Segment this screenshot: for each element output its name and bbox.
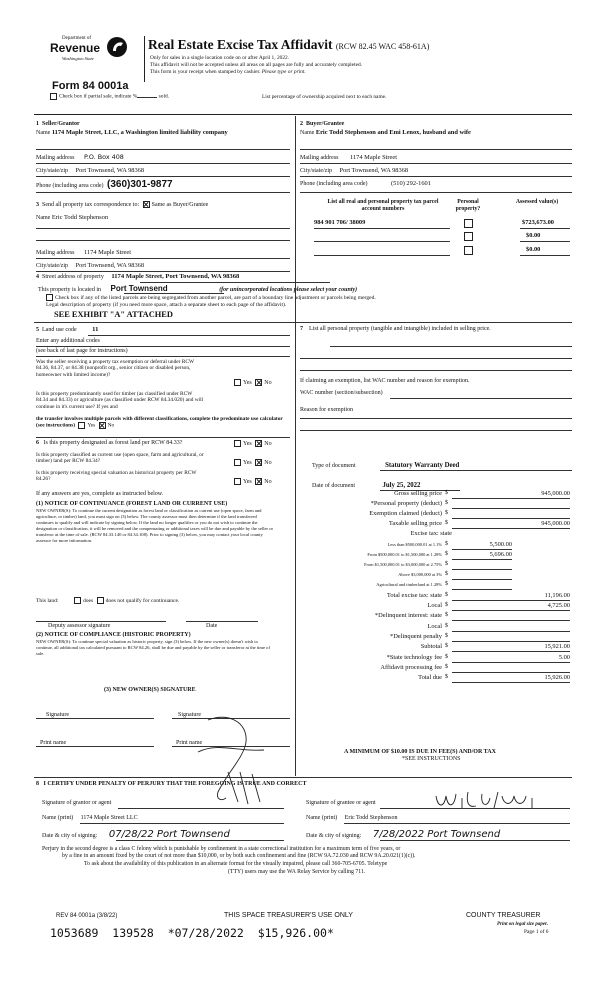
seller-name-row [36, 129, 290, 137]
no-checkbox[interactable] [255, 440, 262, 447]
dollar-sign: $ [445, 520, 448, 526]
dollar-sign: $ [445, 612, 448, 618]
tax-row-value[interactable]: 15,921.00 [452, 643, 570, 652]
new-owner-signature-title: (3) NEW OWNER(S) SIGNATURE [104, 687, 196, 693]
revenue-logo-icon [106, 36, 128, 58]
form-number: Form 84 0001a [52, 80, 129, 92]
notice-line-1: Only for sales in a single location code on or after April 1, 2022. [150, 55, 290, 61]
tax-row-value[interactable] [452, 510, 570, 519]
legal-paper-note: Print on legal size paper. [497, 922, 548, 927]
segregated-checkbox[interactable] [46, 294, 53, 301]
tax-row [300, 602, 572, 612]
located-row: This property is located in Port Townsend (for unincorporated locations please select your county) [38, 284, 358, 293]
partial-label-a: Check box if partial sale, indicate % [59, 93, 138, 100]
tax-row [300, 664, 572, 674]
revision-label: REV 84 0001a (3/8/22) [56, 913, 118, 919]
tax-row-label: Agricultural and timberland at 1.28% [376, 582, 442, 587]
tax-row-label: Excise tax: state [410, 530, 452, 537]
form-title-text: Real Estate Excise Tax Affidavit [148, 37, 333, 52]
tax-row [300, 643, 572, 653]
seller-mailing-value[interactable]: P.O. Box 408 [84, 153, 124, 161]
county-treasurer-label: COUNTY TREASURER [466, 912, 541, 919]
seller-phone-value[interactable]: (360)301-9877 [106, 179, 173, 190]
see-back-label: (see back of last page for instructions) [36, 348, 128, 354]
buyer-name-row: Name Eric Todd Stephenson and Emi Lenox, husband and wife [300, 129, 471, 137]
tax-row-value[interactable]: 5,500.00 [452, 541, 512, 550]
land-use-value[interactable]: 11 [92, 326, 99, 333]
continuance-title: (1) NOTICE OF CONTINUANCE (FOREST LAND OR CURRENT USE) [36, 501, 228, 507]
compliance-body: NEW OWNER(S): To continue special valuation as historic property, sign (3) below. If the new owner(s) doesn't wish to continue, all additional tax calculated pursuant to RCW 84.26, shall be due and payable by the seller or transferor at the time of sale. [36, 639, 270, 657]
tax-row-value[interactable] [452, 561, 512, 570]
dollar-sign: $ [445, 561, 448, 567]
tax-row [300, 571, 572, 581]
additional-codes-label: Enter any additional codes [36, 338, 100, 344]
notice-line-3 [150, 69, 306, 75]
forest-question: 6 Is this property designated as forest land per RCW 84.33? [36, 440, 183, 446]
if-yes-note: If any answers are yes, complete as instructed below. [36, 491, 164, 497]
tax-row-label: *Delinquent penalty [390, 633, 442, 640]
grantor-signature [168, 712, 288, 812]
notice-line-2: This affidavit will not be accepted unless all areas on all pages are fully and accurately completed. [150, 62, 362, 68]
partial-sale-row [48, 93, 169, 100]
personal-property-checkbox[interactable] [464, 246, 473, 255]
claim-exemption-label: If claiming an exemption, list WAC number and reason for exemption. [300, 378, 470, 384]
print-name-label: Print name [40, 740, 67, 746]
wa-state-label: Washington State [62, 56, 94, 61]
reason-exemption-label: Reason for exemption [300, 407, 353, 413]
grantee-name-value[interactable]: Eric Todd Stephenson [344, 815, 398, 821]
tax-row-label: *Delinquent interest: state [374, 612, 442, 619]
tax-row-value[interactable]: 15,926.00 [452, 674, 570, 683]
assessed-value[interactable]: $723,673.00 [522, 219, 554, 226]
dollar-sign: $ [445, 510, 448, 516]
buyer-section [300, 121, 572, 137]
yes-checkbox[interactable] [234, 379, 241, 386]
treasurer-use-label: THIS SPACE TREASURER'S USE ONLY [224, 912, 353, 919]
does-checkbox[interactable] [74, 597, 81, 604]
parcel-row [300, 246, 572, 258]
yes-checkbox[interactable] [234, 459, 241, 466]
tax-row-value[interactable]: 11,196.00 [452, 592, 570, 601]
no-checkbox[interactable] [255, 459, 262, 466]
dollar-sign: $ [445, 581, 448, 587]
personal-property-label: 7 List all personal property (tangible and intangible) included in selling price. [300, 326, 491, 332]
current-use-answer: Yes No [232, 459, 272, 467]
grantee-date-row: Date & city of signing: 7/28/2022 Port Townsend [306, 829, 501, 840]
assessed-value[interactable]: $0.00 [526, 246, 541, 253]
grantor-signature-label: Signature of grantor or agent [42, 800, 112, 806]
street-address-row: 4 Street address of property 1174 Maple Street, Port Townsend, WA 98368 [36, 273, 240, 280]
tax-row [300, 561, 572, 571]
this-land-row: This land: does does not qualify for continuance. [36, 597, 180, 604]
located-value[interactable]: Port Townsend [110, 284, 168, 293]
tax-row-value[interactable] [452, 571, 512, 580]
tax-row-label: Above $3,000,000 at 3% [398, 572, 442, 577]
dor-logo [50, 36, 130, 70]
tax-row-value[interactable] [452, 623, 570, 632]
section3-city-value[interactable]: Port Townsend, WA 98368 [75, 262, 145, 269]
tax-row-label: From $1,500,000.01 to $3,000,000 at 2.75% [364, 562, 442, 567]
parcel-list-header: List all real and personal property tax parcel account numbers [327, 199, 439, 212]
tax-row-value[interactable]: 945,000.00 [452, 520, 570, 529]
dollar-sign: $ [445, 602, 448, 608]
perjury-line-1: Perjury in the second degree is a class C felony which is punishable by confinement in a state correctional institution for a maximum term of five years, or [42, 846, 401, 852]
section3-name-row: Name Eric Todd Stephenson [36, 214, 109, 221]
tax-row-value[interactable]: 5.00 [452, 654, 570, 663]
dollar-sign: $ [445, 643, 448, 649]
dollar-sign: $ [445, 490, 448, 496]
seller-phone-row: Phone (including area code) (360)301-9877 [36, 179, 173, 190]
assessed-value[interactable]: $0.00 [526, 232, 541, 239]
seller-mailing-row: Mailing address P.O. Box 408 [36, 153, 124, 161]
no-checkbox[interactable] [255, 379, 262, 386]
grantor-name-row: Name (print) 1174 Maple Street LLC [42, 815, 138, 821]
owner-signature-label: Signature [46, 712, 69, 718]
tax-row [300, 551, 572, 561]
section3-name-value[interactable]: Eric Todd Stephenson [51, 214, 109, 221]
no-checkbox[interactable] [255, 478, 262, 485]
tax-row [300, 581, 572, 591]
tax-row-label: Gross selling price [394, 490, 442, 497]
same-as-buyer-checkbox[interactable] [143, 201, 150, 208]
seller-section [36, 121, 290, 137]
section3-heading: 3 Send all property tax correspondence to: Same as Buyer/Grantee [36, 201, 209, 208]
buyer-phone-value[interactable]: (510) 292-1601 [390, 180, 431, 187]
parcel-row [300, 232, 572, 244]
grantee-date-value[interactable]: 7/28/2022 Port Townsend [372, 829, 501, 840]
street-address-value[interactable]: 1174 Maple Street, Port Townsend, WA 98368 [111, 273, 240, 280]
tax-row-label: Taxable selling price [388, 520, 442, 527]
tax-row [300, 674, 572, 684]
tax-row [300, 530, 572, 540]
yes-checkbox[interactable] [78, 422, 85, 429]
section3-mailing-value[interactable]: 1174 Maple Street [84, 249, 131, 256]
dollar-sign: $ [445, 592, 448, 598]
exemption-question: Was the seller receiving a property tax exemption or deferral under RCW 84.36, 84.37, or 84.38 (nonprofit org., senior citizen or disabled person, homeowner with limited income)? [36, 359, 194, 378]
tax-row [300, 623, 572, 633]
compliance-title: (2) NOTICE OF COMPLIANCE (HISTORIC PROPERTY) [36, 632, 191, 638]
owner-signature-label: Signature [178, 712, 201, 718]
seller-city-row: City/state/zip Port Townsend, WA 98368 [36, 167, 145, 174]
buyer-city-value[interactable]: Port Townsend, WA 98368 [339, 167, 409, 174]
tax-row-label: Local [427, 623, 442, 630]
dollar-sign: $ [445, 571, 448, 577]
grantor-date-row: Date & city of signing: 07/28/22 Port Townsend [42, 829, 230, 840]
document-type-value[interactable]: Statutory Warranty Deed [385, 462, 460, 469]
dept-of-label: Department of [62, 36, 92, 41]
tax-row-value[interactable] [452, 664, 570, 673]
historic-question: Is this property receiving special valuation as historical property per RCW 84.26? [36, 470, 197, 483]
perjury-line-2: by a fine in an amount fixed by the court of not more than $10,000, or by both such confinement and fine (RCW 9A.72.030 and RCW 9A.20.021(1)(c)). [62, 853, 416, 859]
page-number: Page 1 of 6 [524, 929, 549, 935]
yes-checkbox[interactable] [234, 440, 241, 447]
section3-mailing-row: Mailing address 1174 Maple Street [36, 249, 131, 256]
tax-row [300, 592, 572, 602]
print-name-label: Print name [176, 740, 203, 746]
continuance-body: NEW OWNER(S): To continue the current designation as forest land or classification as current use (open space, farm and agriculture, or timber) land, you must sign on (3) below. The county assessor must then determine if the land transferred continues to qualify and will indicate by signing below. If the land no longer qualifies or you do not wish to continue the designation or classification, it will be removed and the compensating or additional taxes will be due and payable by the seller or transferor at the time of sale. (RCW 84.33.140 or 84.34.108). Prior to signing (3) below, you may contact your local county assessor for more information. [36, 508, 274, 544]
grantee-signature-label: Signature of grantee or agent [306, 800, 376, 806]
tax-row-label: Affidavit processing fee [380, 664, 442, 671]
yes-checkbox[interactable] [234, 478, 241, 485]
tax-row-label: *Personal property (deduct) [370, 500, 442, 507]
dollar-sign: $ [445, 633, 448, 639]
no-checkbox[interactable] [99, 422, 106, 429]
personal-property-header: Personal property? [455, 199, 481, 212]
legal-description-label: Legal description of property (if you need more space, attach a separate sheet to each page of the affidavit). [46, 302, 287, 308]
segregated-row: Check box if any of the listed parcels are being segregated from another parcel, are part of a boundary line adjustment or parcels being merged. [44, 294, 376, 301]
grantee-signature [432, 788, 552, 812]
tax-row-value[interactable] [452, 612, 570, 621]
seller-heading: 1 Seller/Grantor [36, 121, 80, 127]
seller-city-value[interactable]: Port Townsend, WA 98368 [75, 167, 145, 174]
forest-answer: Yes No [232, 440, 272, 448]
does-not-checkbox[interactable] [97, 597, 104, 604]
deputy-date-label: Date [206, 623, 218, 629]
tax-row-value[interactable] [452, 633, 570, 642]
section3-city-row: City/state/zip Port Townsend, WA 98368 [36, 262, 145, 269]
seller-name-label: Name [36, 130, 51, 137]
tax-row-value[interactable] [452, 581, 512, 590]
perjury-line-4: (TTY) users may use the WA Relay Service by calling 711. [228, 869, 366, 875]
buyer-name-value[interactable]: Eric Todd Stephenson and Emi Lenox, husband and wife [315, 129, 471, 137]
tax-row [300, 633, 572, 643]
tax-row [300, 490, 572, 500]
tax-row-label: Less than $500,000.01 at 1.1% [387, 542, 442, 547]
historic-answer: Yes No [232, 478, 272, 486]
dollar-sign: $ [445, 551, 448, 557]
timber-question: Is this property predominantly used for timber (as classified under RCW 84.34 and 84.33) or agriculture (as classified under RCW 84.34.020) and will continue in it's current use? If yes and [36, 391, 204, 410]
perjury-line-3: To ask about the availability of this publication in an alternate format for the visually impaired, please call 360-705-6705. Teletype [84, 861, 388, 867]
tax-row-value[interactable]: 5,696.00 [452, 551, 512, 560]
see-instructions-note: *SEE INSTRUCTIONS [402, 756, 461, 762]
notice-3-text: This form is your receipt when stamped by cashier. [150, 69, 261, 75]
buyer-phone-row: Phone (including area code) (510) 292-1601 [300, 180, 431, 187]
legal-description-value[interactable]: SEE EXHIBIT "A" ATTACHED [54, 310, 173, 319]
certify-statement: 8 I CERTIFY UNDER PENALTY OF PERJURY THAT THE FOREGOING IS TRUE AND CORRECT [36, 781, 307, 787]
exemption-answer: Yes No [232, 379, 272, 387]
partial-list-note: List percentage of ownership acquired next to each name. [262, 94, 387, 100]
dollar-sign: $ [445, 664, 448, 670]
parcel-number[interactable]: 984 901 706/ 38009 [314, 219, 366, 226]
minimum-fee-note: A MINIMUM OF $10.00 IS DUE IN FEE(S) AND/OR TAX [344, 749, 496, 755]
notice-3-italic: Please type or print. [261, 69, 306, 75]
document-date-value[interactable]: July 25, 2022 [382, 482, 421, 489]
grantor-date-value[interactable]: 07/28/22 Port Townsend [108, 829, 230, 840]
personal-property-checkbox[interactable] [464, 232, 473, 241]
tax-row-label: *State technology fee [386, 654, 442, 661]
tax-row-label: From $500,000.01 to $1,500,000 at 1.28% [367, 552, 442, 557]
tax-row [300, 654, 572, 664]
grantor-name-value[interactable]: 1174 Maple Street LLC [80, 815, 138, 821]
buyer-mailing-row: Mailing address 1174 Maple Street [300, 154, 397, 161]
timber-question-b: the transfer involves multiple parcels with different classifications, complete the predominate use calculator (see instructions) Yes No [36, 416, 283, 430]
tax-row-label: Exemption claimed (deduct) [369, 510, 442, 517]
tax-row [300, 500, 572, 510]
tax-row-label: Total excise tax: state [386, 592, 442, 599]
tax-row [300, 520, 572, 530]
dollar-sign: $ [445, 623, 448, 629]
wac-number-label: WAC number (section/subsection) [300, 390, 383, 396]
tax-row [300, 612, 572, 622]
parcel-row [300, 219, 572, 231]
buyer-mailing-value[interactable]: 1174 Maple Street [350, 154, 397, 161]
assessed-value-header: Assessed value(s) [515, 199, 559, 205]
located-note: (for unincorporated locations please select your county) [219, 287, 358, 293]
tax-row-label: Subtotal [420, 643, 442, 650]
tax-row [300, 541, 572, 551]
tax-row-value[interactable] [452, 500, 570, 509]
grantee-name-row: Name (print) Eric Todd Stephenson [306, 815, 398, 821]
tax-row-value[interactable]: 945,000.00 [452, 490, 570, 499]
dollar-sign: $ [445, 541, 448, 547]
document-date-row: Date of document July 25, 2022 [312, 482, 421, 489]
dollar-sign: $ [445, 674, 448, 680]
dollar-sign: $ [445, 654, 448, 660]
tax-row-value[interactable]: 4,725.00 [452, 602, 570, 611]
partial-sale-checkbox[interactable] [50, 93, 57, 100]
dollar-sign: $ [445, 500, 448, 506]
buyer-heading: 2 Buyer/Grantee [300, 121, 345, 127]
document-type-row: Type of document Statutory Warranty Deed [312, 462, 460, 469]
partial-label-b: sold. [158, 93, 169, 100]
deputy-signature-label: Deputy assessor signature [48, 623, 111, 629]
personal-property-checkbox[interactable] [464, 219, 473, 228]
seller-name-value[interactable]: 1174 Maple Street, LLC, a Washington limited liability company [51, 129, 228, 137]
treasurer-stamp: 1053689 139528 *07/28/2022 $15,926.00* [50, 926, 334, 940]
revenue-wordmark: Revenue [50, 41, 101, 55]
tax-row-label: Total due [418, 674, 442, 681]
form-title [148, 37, 429, 53]
tax-row [300, 510, 572, 520]
buyer-city-row: City/state/zip Port Townsend, WA 98368 [300, 167, 409, 174]
land-use-row: 5 Land use code 11 [36, 326, 99, 333]
tax-row-label: Local [427, 602, 442, 609]
current-use-question: Is this property classified as current use (open space, farm and agricultural, or timber) land per RCW 84.34? [36, 452, 204, 465]
form-title-ref: (RCW 82.45 WAC 458-61A) [335, 42, 430, 51]
